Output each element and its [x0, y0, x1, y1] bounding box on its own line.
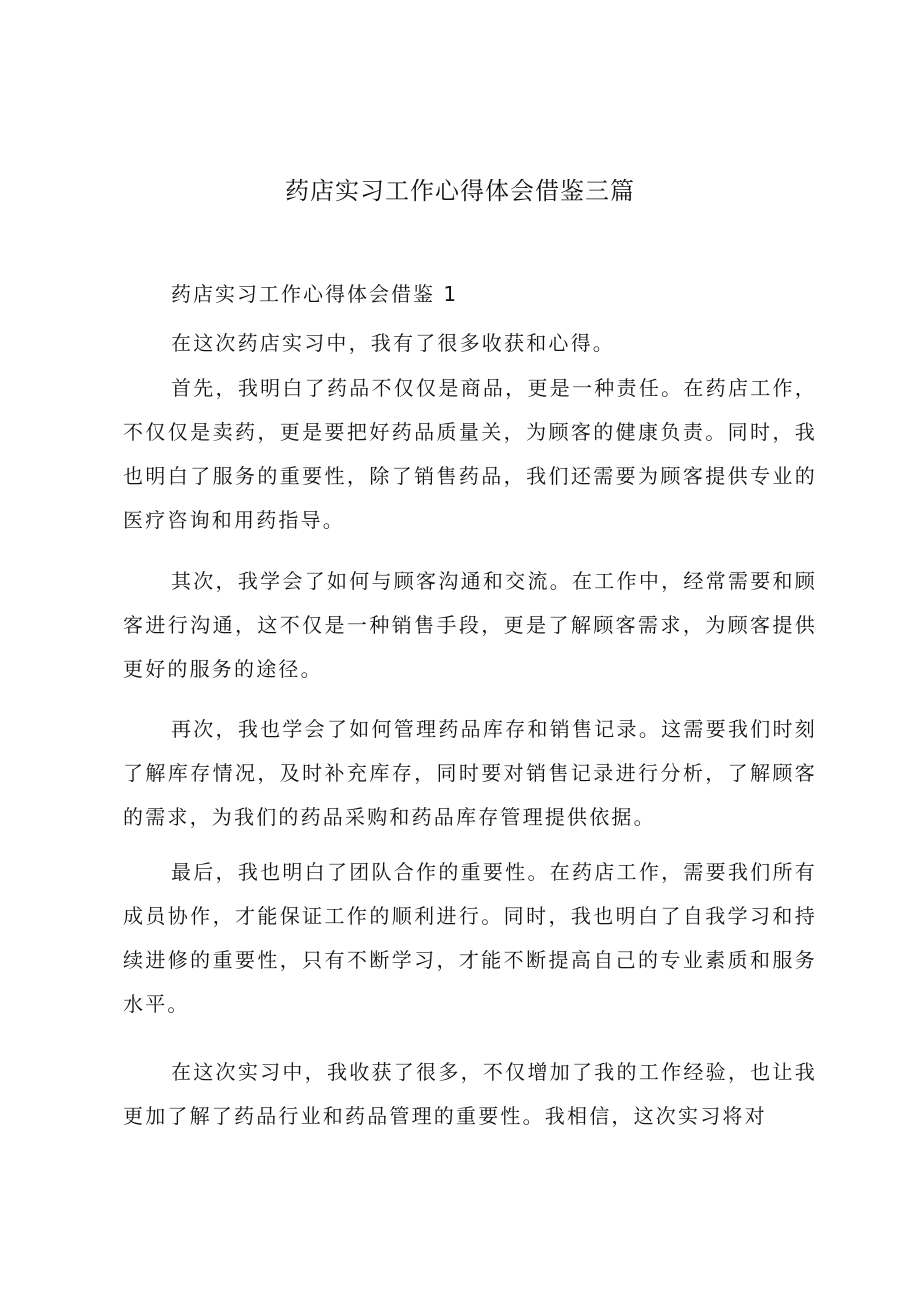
paragraph-third: 再次，我也学会了如何管理药品库存和销售记录。这需要我们时刻了解库存情况，及时补充库存，同时要对销售记录进行分析，了解顾客的需求，为我们的药品采购和药品库存管理提供依据。 [123, 717, 817, 829]
paragraph-intro: 在这次药店实习中，我有了很多收获和心得。 [171, 331, 615, 355]
paragraph-second: 其次，我学会了如何与顾客沟通和交流。在工作中，经常需要和顾客进行沟通，这不仅是一种销售手段，更是了解顾客需求，为顾客提供更好的服务的途径。 [123, 569, 817, 681]
paragraph-fourth: 最后，我也明白了团队合作的重要性。在药店工作，需要我们所有成员协作，才能保证工作的顺利进行。同时，我也明白了自我学习和持续进修的重要性，只有不断学习，才能不断提高自己的专业素质和服务水平。 [123, 860, 817, 1016]
paragraph-conclusion: 在这次实习中，我收获了很多，不仅增加了我的工作经验，也让我更加了解了药品行业和药品管理的重要性。我相信，这次实习将对 [123, 1060, 817, 1128]
paragraph-first: 首先，我明白了药品不仅仅是商品，更是一种责任。在药店工作，不仅仅是卖药，更是要把好药品质量关，为顾客的健康负责。同时，我也明白了服务的重要性，除了销售药品，我们还需要为顾客提供专业的医疗咨询和用药指导。 [123, 376, 817, 532]
document-title: 药店实习工作心得体会借鉴三篇 [285, 177, 635, 205]
section-heading: 药店实习工作心得体会借鉴 1 [171, 282, 459, 306]
